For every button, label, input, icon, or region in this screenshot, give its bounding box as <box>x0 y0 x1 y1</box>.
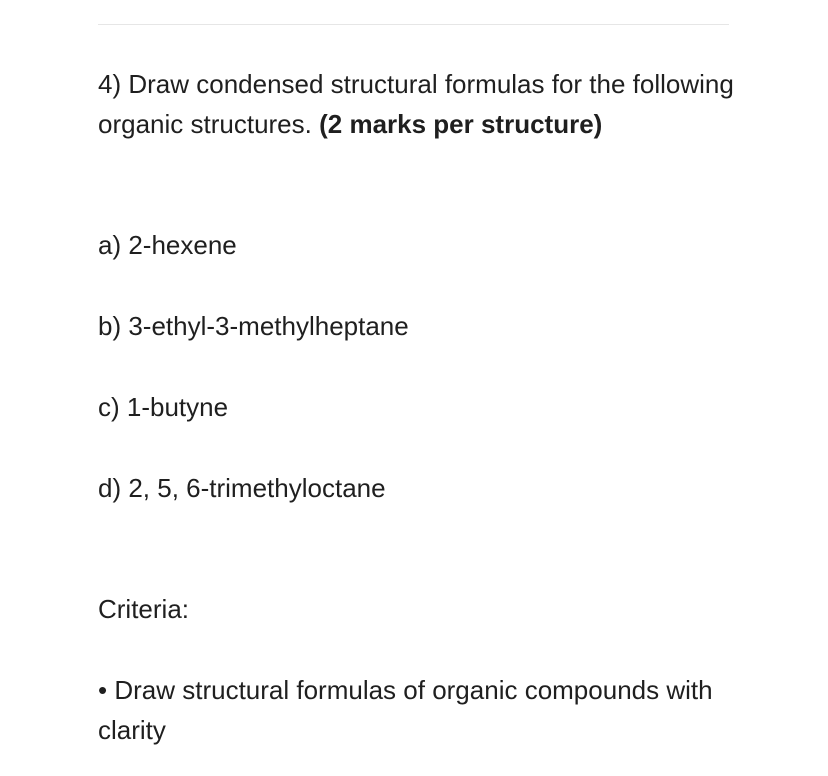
question-text: 4) Draw condensed structural formulas for the following organic structures. <box>98 69 734 139</box>
question-content <box>98 64 738 745</box>
question-marks: (2 marks per structure) <box>319 109 603 139</box>
part-b: b) 3-ethyl-3-methylheptane <box>98 311 409 341</box>
criteria-heading: Criteria: <box>98 594 190 624</box>
part-c: c) 1-butyne <box>98 392 229 422</box>
part-a: a) 2-hexene <box>98 230 237 260</box>
part-d: d) 2, 5, 6-trimethyloctane <box>98 473 386 503</box>
criteria-item: • Draw structural formulas of organic compounds with clarity <box>98 675 713 745</box>
top-divider <box>98 24 729 25</box>
question-prompt <box>98 64 738 144</box>
